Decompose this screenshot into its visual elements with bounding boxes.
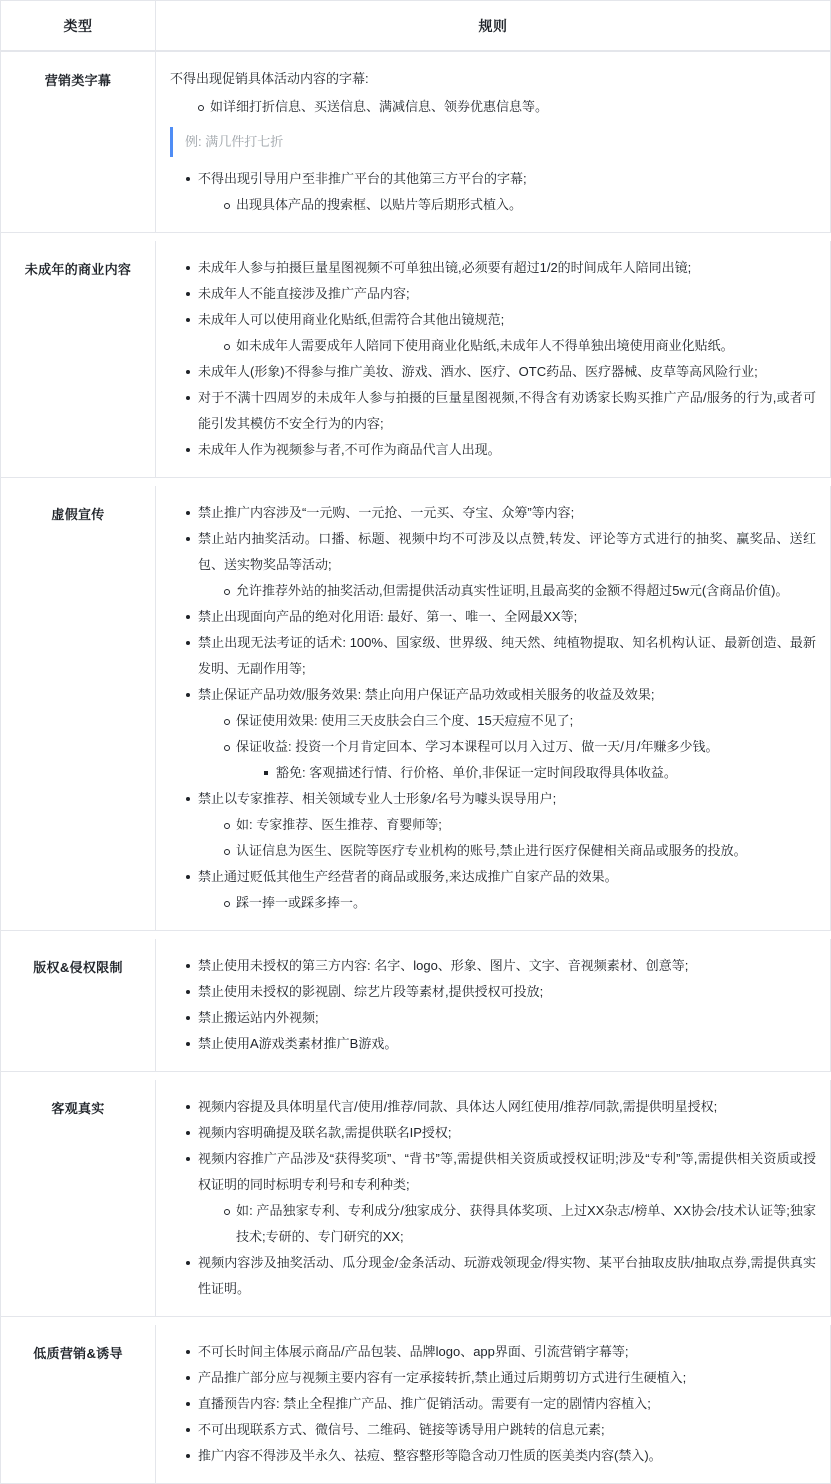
rule-item-text: 允许推荐外站的抽奖活动,但需提供活动真实性证明,且最高奖的金额不得超过5w元(含商品价值)。 xyxy=(236,583,789,598)
rule-list-level-1 xyxy=(166,255,816,463)
rule-item-text: 对于不满十四周岁的未成年人参与拍摄的巨量星图视频,不得含有劝诱家长购买推广产品/服务的行为,或者可能引发其模仿不安全行为的内容; xyxy=(198,390,816,431)
table-row xyxy=(0,241,831,478)
rule-list-level-2 xyxy=(198,890,816,916)
rule-item xyxy=(184,864,816,916)
rule-item xyxy=(184,255,816,281)
rule-item-text: 如: 专家推荐、医生推荐、育婴师等; xyxy=(236,817,442,832)
rule-item xyxy=(184,630,816,682)
row-spacer-cell xyxy=(0,1317,831,1325)
rule-content-cell xyxy=(156,1325,831,1484)
table-row xyxy=(0,1325,831,1484)
row-spacer xyxy=(0,233,831,241)
rule-content-cell xyxy=(156,51,831,233)
rule-item xyxy=(184,1094,816,1120)
rule-item-text: 禁止以专家推荐、相关领域专业人士形象/名号为噱头误导用户; xyxy=(198,791,557,806)
rule-item-text: 视频内容提及具体明星代言/使用/推荐/同款、具体达人网红使用/推荐/同款,需提供明星授权; xyxy=(198,1099,718,1114)
rule-item xyxy=(184,307,816,359)
rule-item xyxy=(184,1339,816,1365)
rule-item xyxy=(184,385,816,437)
rule-list-level-1 xyxy=(166,1339,816,1469)
row-spacer xyxy=(0,478,831,486)
rule-item xyxy=(184,1146,816,1250)
rule-item-text: 豁免: 客观描述行情、行价格、单价,非保证一定时间段取得具体收益。 xyxy=(276,765,677,780)
rule-category-cell: 低质营销&诱导 xyxy=(0,1325,156,1484)
rule-item-text: 不可长时间主体展示商品/产品包装、品牌logo、app界面、引流营销字幕等; xyxy=(198,1344,629,1359)
table-body xyxy=(0,51,831,1484)
rule-item xyxy=(222,734,816,786)
rule-item xyxy=(184,979,816,1005)
rule-item-text: 禁止搬运站内外视频; xyxy=(198,1010,319,1025)
rule-category-cell: 客观真实 xyxy=(0,1080,156,1317)
rule-item xyxy=(184,786,816,864)
rule-list-level-3 xyxy=(236,760,816,786)
rule-item xyxy=(184,1365,816,1391)
column-header-type: 类型 xyxy=(0,0,156,51)
rule-item-text: 视频内容明确提及联名款,需提供联名IP授权; xyxy=(198,1125,452,1140)
rule-item-text: 禁止出现无法考证的话术: 100%、国家级、世界级、纯天然、纯植物提取、知名机构认证、最新创造、最新发明、无副作用等; xyxy=(198,635,816,676)
rule-item xyxy=(184,953,816,979)
rule-item xyxy=(184,1005,816,1031)
rule-item xyxy=(222,333,816,359)
rule-item-text: 未成年人作为视频参与者,不可作为商品代言人出现。 xyxy=(198,442,501,457)
rule-item-text: 禁止使用未授权的影视剧、综艺片段等素材,提供授权可投放; xyxy=(198,984,544,999)
rule-list-level-2 xyxy=(198,192,816,218)
rule-item xyxy=(184,166,816,218)
rule-item-text: 如: 产品独家专利、专利成分/独家成分、获得具体奖项、上过XX杂志/榜单、XX协会/技术认证等;独家技术;专研的、专门研究的XX; xyxy=(236,1203,816,1244)
table-header-row xyxy=(0,0,831,51)
example-quote-block: 例: 满几件打七折 xyxy=(170,127,816,157)
rule-item xyxy=(222,708,816,734)
rule-category-cell: 未成年的商业内容 xyxy=(0,241,156,478)
rule-item xyxy=(262,760,816,786)
rule-item-text: 不得出现引导用户至非推广平台的其他第三方平台的字幕; xyxy=(198,171,527,186)
rule-category-cell: 虚假宣传 xyxy=(0,486,156,931)
rule-item xyxy=(184,281,816,307)
rule-item-text: 踩一捧一或踩多捧一。 xyxy=(236,895,367,910)
row-spacer-cell xyxy=(0,931,831,939)
rule-list-level-1 xyxy=(166,166,816,218)
rule-item-text: 直播预告内容: 禁止全程推广产品、推广促销活动。需要有一定的剧情内容植入; xyxy=(198,1396,651,1411)
rule-item-text: 视频内容涉及抽奖活动、瓜分现金/金条活动、玩游戏领现金/得实物、某平台抽取皮肤/抽取点券,需提供真实性证明。 xyxy=(198,1255,816,1296)
rule-item xyxy=(222,1198,816,1250)
table-row xyxy=(0,939,831,1072)
rule-item xyxy=(184,1250,816,1302)
rule-item-text: 禁止使用未授权的第三方内容: 名字、logo、形象、图片、文字、音视频素材、创意等; xyxy=(198,958,689,973)
rule-list-level-2 xyxy=(198,578,816,604)
rule-category-cell: 营销类字幕 xyxy=(0,51,156,233)
row-spacer xyxy=(0,931,831,939)
rule-item xyxy=(222,812,816,838)
column-header-rule: 规则 xyxy=(156,0,831,51)
rule-item xyxy=(184,1120,816,1146)
rule-item-text: 禁止出现面向产品的绝对化用语: 最好、第一、唯一、全网最XX等; xyxy=(198,609,578,624)
rule-item xyxy=(184,682,816,786)
row-spacer-cell xyxy=(0,1072,831,1080)
rule-item xyxy=(222,578,816,604)
rule-item-text: 禁止保证产品功效/服务效果: 禁止向用户保证产品功效或相关服务的收益及效果; xyxy=(198,687,655,702)
row-spacer xyxy=(0,1072,831,1080)
rule-item xyxy=(222,890,816,916)
table-row xyxy=(0,1080,831,1317)
rule-item xyxy=(184,604,816,630)
rule-item xyxy=(184,500,816,526)
rule-item-text: 未成年人可以使用商业化贴纸,但需符合其他出镜规范; xyxy=(198,312,505,327)
rule-list-level-2 xyxy=(198,812,816,864)
rule-item-text: 保证使用效果: 使用三天皮肤会白三个度、15天痘痘不见了; xyxy=(236,713,574,728)
rule-item xyxy=(222,192,816,218)
rule-list-level-1 xyxy=(166,1094,816,1302)
rule-item xyxy=(222,838,816,864)
rule-list-level-2 xyxy=(166,94,816,120)
rule-content-cell xyxy=(156,1080,831,1317)
rule-item-text: 未成年人参与拍摄巨量星图视频不可单独出镜,必须要有超过1/2的时间成年人陪同出镜; xyxy=(198,260,692,275)
rule-item xyxy=(184,359,816,385)
rule-item-text: 推广内容不得涉及半永久、祛痘、整容整形等隐含动刀性质的医美类内容(禁入)。 xyxy=(198,1448,662,1463)
rule-item xyxy=(184,1391,816,1417)
rule-item-text: 不可出现联系方式、微信号、二维码、链接等诱导用户跳转的信息元素; xyxy=(198,1422,605,1437)
rule-list-level-1 xyxy=(166,953,816,1057)
rule-content-cell xyxy=(156,241,831,478)
rule-list-level-1 xyxy=(166,500,816,916)
rule-lead-text: 不得出现促销具体活动内容的字幕: xyxy=(170,71,369,86)
rule-item-text: 禁止使用A游戏类素材推广B游戏。 xyxy=(198,1036,398,1051)
rule-list-level-2 xyxy=(198,333,816,359)
table-row xyxy=(0,486,831,931)
rule-item xyxy=(184,526,816,604)
table-row xyxy=(0,51,831,233)
rule-item-text: 未成年人不能直接涉及推广产品内容; xyxy=(198,286,410,301)
rule-item-text: 认证信息为医生、医院等医疗专业机构的账号,禁止进行医疗保健相关商品或服务的投放。 xyxy=(236,843,747,858)
rule-list-level-2 xyxy=(198,1198,816,1250)
rule-item xyxy=(184,1443,816,1469)
rule-item-text: 禁止推广内容涉及“一元购、一元抢、一元买、夺宝、众筹”等内容; xyxy=(198,505,575,520)
row-spacer-cell xyxy=(0,478,831,486)
rule-item xyxy=(184,1417,816,1443)
rule-item xyxy=(184,437,816,463)
rule-item: 如详细打折信息、买送信息、满减信息、领券优惠信息等。 xyxy=(196,94,816,120)
rule-item-text: 禁止站内抽奖活动。口播、标题、视频中均不可涉及以点赞,转发、评论等方式进行的抽奖、赢奖品、送红包、送实物奖品等活动; xyxy=(198,531,816,572)
rule-content-cell xyxy=(156,486,831,931)
rule-content-cell xyxy=(156,939,831,1072)
rule-item-text: 出现具体产品的搜索框、以贴片等后期形式植入。 xyxy=(236,197,523,212)
row-spacer xyxy=(0,1317,831,1325)
table-header xyxy=(0,0,831,51)
rule-item-text: 如未成年人需要成年人陪同下使用商业化贴纸,未成年人不得单独出境使用商业化贴纸。 xyxy=(236,338,734,353)
rule-item-text: 未成年人(形象)不得参与推广美妆、游戏、酒水、医疗、OTC药品、医疗器械、皮草等高风险行业; xyxy=(198,364,758,379)
row-spacer-cell xyxy=(0,233,831,241)
rule-item-text: 视频内容推广产品涉及“获得奖项”、“背书”等,需提供相关资质或授权证明;涉及“专利”等,需提供相关资质或授权证明的同时标明专利号和专利种类; xyxy=(198,1151,816,1192)
rule-category-cell: 版权&侵权限制 xyxy=(0,939,156,1072)
rule-item-text: 产品推广部分应与视频主要内容有一定承接转折,禁止通过后期剪切方式进行生硬植入; xyxy=(198,1370,687,1385)
rule-item-text: 保证收益: 投资一个月肯定回本、学习本课程可以月入过万、做一天/月/年赚多少钱。 xyxy=(236,739,719,754)
rule-item-text: 禁止通过贬低其他生产经营者的商品或服务,来达成推广自家产品的效果。 xyxy=(198,869,618,884)
rule-item xyxy=(184,1031,816,1057)
rule-list-level-2 xyxy=(198,708,816,786)
